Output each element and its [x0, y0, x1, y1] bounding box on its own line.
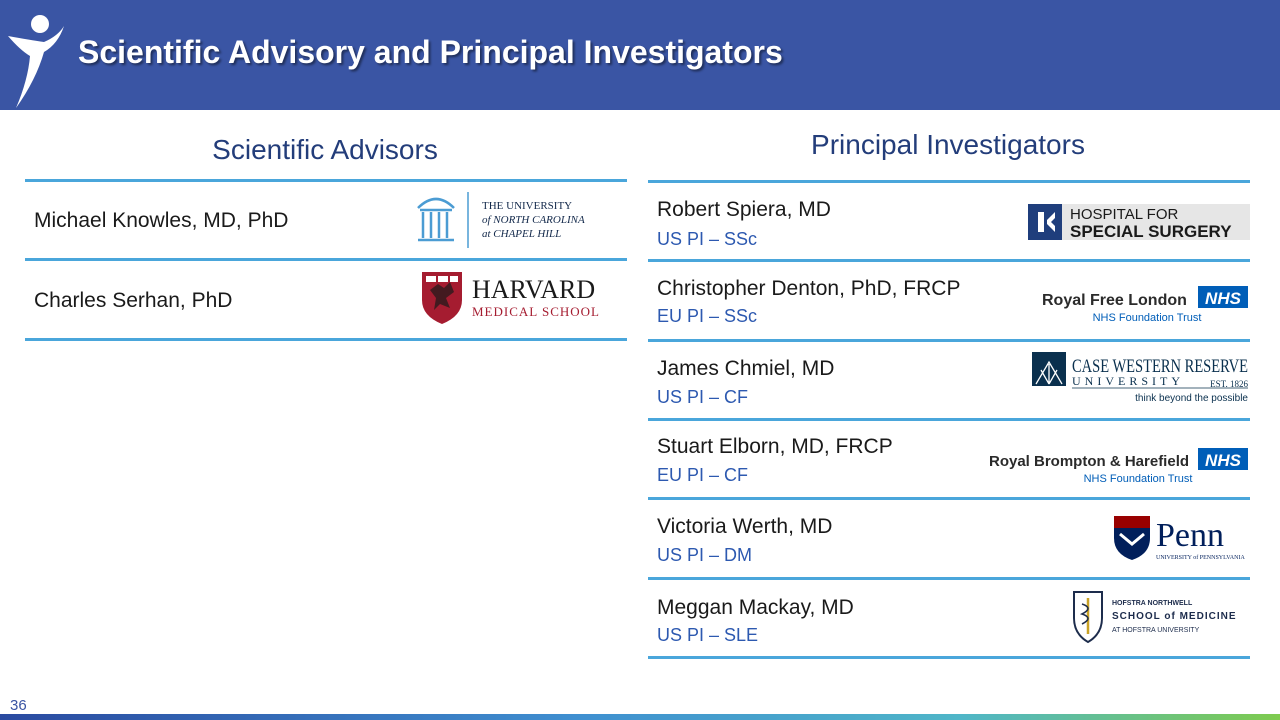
investigator-name: James Chmiel, MD	[657, 357, 835, 380]
footer-gradient-bar	[0, 714, 1280, 720]
investigator-role: US PI – DM	[657, 545, 753, 565]
divider	[648, 497, 1250, 500]
royal-free-logo-line2: NHS Foundation Trust	[1092, 312, 1202, 324]
investigator-role: EU PI – CF	[657, 465, 749, 485]
investigator-role: US PI – SSc	[657, 229, 758, 249]
unc-logo-line3: at CHAPEL HILL	[482, 228, 562, 240]
hss-logo-line2: SPECIAL SURGERY	[1070, 222, 1232, 241]
investigators-heading: Principal Investigators	[811, 129, 1085, 160]
case-logo-line2: UNIVERSITY	[1072, 374, 1184, 388]
brompton-logo-line2: NHS Foundation Trust	[1083, 473, 1193, 485]
nhs-badge: NHS	[1205, 289, 1241, 308]
divider	[648, 180, 1250, 183]
unc-logo-line1: THE UNIVERSITY	[482, 200, 573, 212]
divider	[25, 258, 627, 261]
hofstra-logo-line3: AT HOFSTRA UNIVERSITY	[1112, 627, 1200, 634]
investigator-name: Stuart Elborn, MD, FRCP	[657, 435, 893, 458]
investigator-name: Robert Spiera, MD	[657, 198, 831, 221]
divider	[648, 339, 1250, 342]
investigator-name: Meggan Mackay, MD	[657, 596, 854, 619]
royal-free-logo	[1038, 284, 1250, 326]
harvard-medical-logo	[420, 270, 620, 326]
case-logo-line4: think beyond the possible	[1135, 393, 1248, 404]
royal-brompton-logo	[985, 446, 1250, 486]
case-western-logo	[1030, 350, 1250, 406]
page-title: Scientific Advisory and Principal Investigators	[78, 34, 783, 70]
advisors-heading: Scientific Advisors	[212, 134, 438, 165]
advisor-name: Charles Serhan, PhD	[34, 289, 233, 312]
investigator-name: Christopher Denton, PhD, FRCP	[657, 277, 961, 300]
figure-logo-icon	[0, 0, 72, 110]
divider	[648, 418, 1250, 421]
slide-number: 36	[10, 697, 27, 714]
unc-logo	[414, 190, 624, 250]
harvard-logo-line1: HARVARD	[472, 275, 596, 304]
investigator-role: US PI – SLE	[657, 625, 759, 645]
investigator-name: Victoria Werth, MD	[657, 515, 833, 538]
case-logo-line3: EST. 1826	[1210, 379, 1248, 389]
advisor-name: Michael Knowles, MD, PhD	[34, 209, 289, 232]
hss-logo-line1: HOSPITAL FOR	[1070, 206, 1179, 223]
divider	[25, 338, 627, 341]
hofstra-logo-line1: HOFSTRA NORTHWELL	[1112, 600, 1193, 607]
divider	[648, 577, 1250, 580]
divider	[25, 179, 627, 182]
divider	[648, 259, 1250, 262]
case-logo-line1: CASE WESTERN RESERVE	[1072, 356, 1248, 377]
investigator-role: EU PI – SSc	[657, 306, 758, 326]
header-banner	[0, 0, 1280, 110]
hofstra-logo	[1068, 588, 1250, 644]
penn-logo-line1: Penn	[1156, 517, 1224, 554]
nhs-badge: NHS	[1205, 451, 1241, 470]
unc-logo-line2: of NORTH CAROLINA	[482, 214, 585, 226]
penn-logo	[1112, 514, 1250, 562]
royal-free-logo-line1: Royal Free London	[1042, 292, 1187, 309]
penn-logo-line2: UNIVERSITY of PENNSYLVANIA	[1156, 555, 1245, 561]
divider	[648, 656, 1250, 659]
investigator-role: US PI – CF	[657, 387, 749, 407]
harvard-logo-line2: MEDICAL SCHOOL	[472, 304, 600, 319]
brompton-logo-line1: Royal Brompton & Harefield	[989, 453, 1190, 470]
hss-logo	[1028, 202, 1250, 242]
hofstra-logo-line2: SCHOOL of MEDICINE	[1112, 611, 1237, 622]
